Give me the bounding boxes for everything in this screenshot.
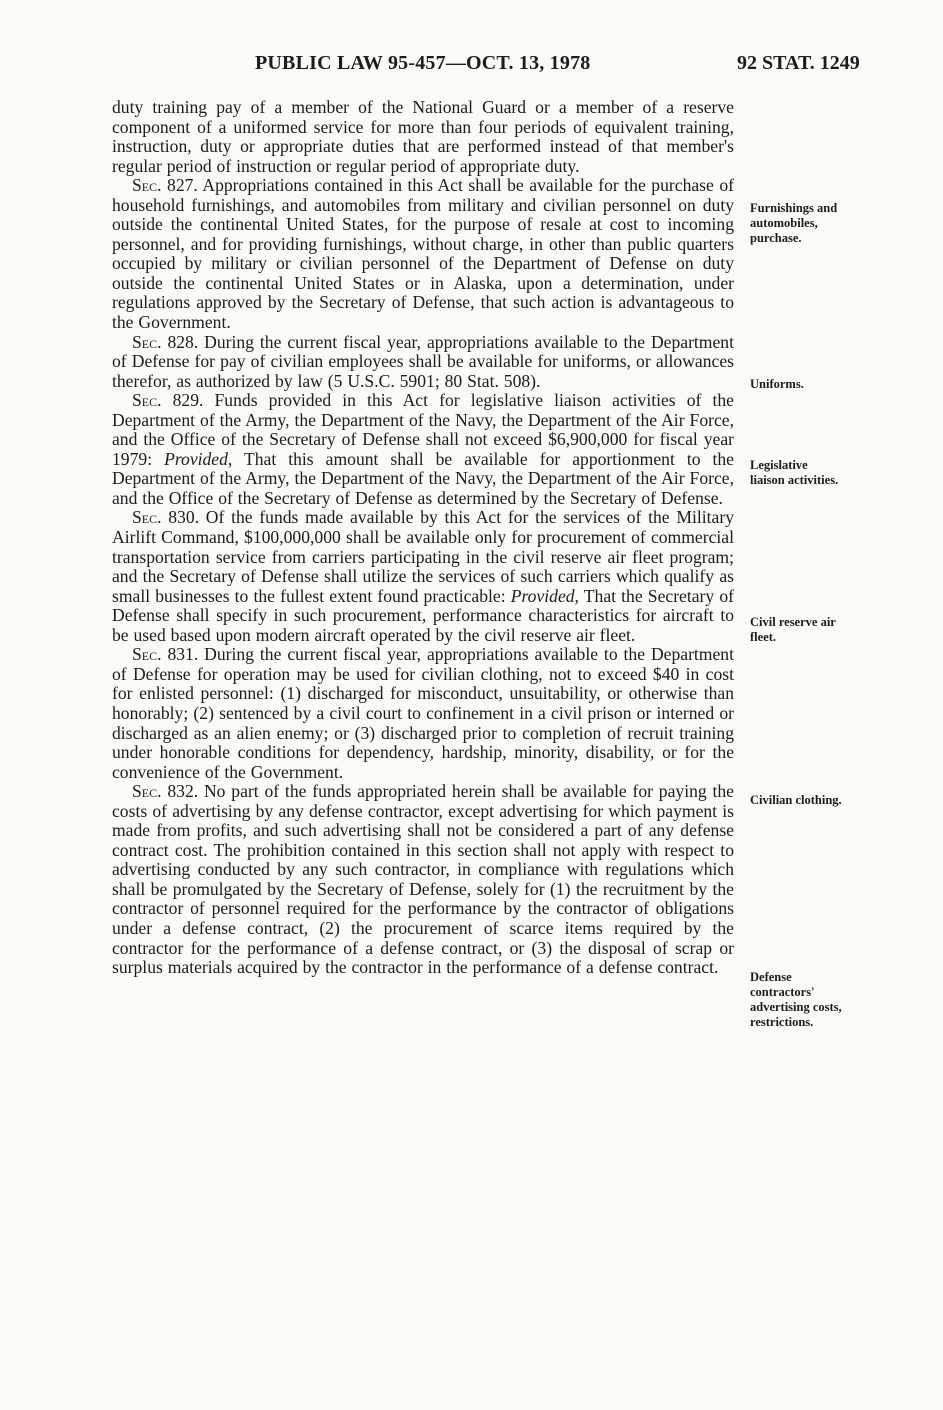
- section-text: 828. During the current fiscal year, appropriations available to the Department of Defense for pay of civilian employees shall be available for uniforms, or allowances therefor, as authorized by law (5 U.S.C. 5901; 80 Stat. 508).: [112, 331, 734, 391]
- section-text-continued: That this amount shall be available for apportionment to the Department of the Army, the Department of the Navy, the Department of the Air Force, and the Office of the Secretary of Defense as determined by the Secretary of Defense.: [112, 448, 734, 508]
- section-829: [112, 391, 734, 508]
- section-label: Sec.: [132, 390, 162, 411]
- margin-note-line: restrictions.: [750, 1015, 814, 1029]
- margin-note-uniforms: [750, 377, 875, 392]
- section-text: 830. Of the funds made available by this Act for the services of the Military Airlift Command, $100,000,000 shall be available only for procurement of commercial transportation service from carriers participating in the civil reserve air fleet program; and the Secretary of Defense shall utilize the services of such carriers which qualify as small businesses to the fullest extent found practicable:: [112, 507, 734, 606]
- margin-note-legislative-liaison: [750, 458, 875, 488]
- page-header: [0, 52, 943, 76]
- section-label: Sec.: [132, 175, 162, 196]
- section-831: [112, 645, 734, 782]
- paragraph-continuation: [112, 98, 734, 176]
- margin-note-line: Defense: [750, 970, 792, 984]
- margin-note-civil-reserve-air-fleet: [750, 615, 875, 645]
- margin-note-line: automobiles,: [750, 216, 818, 230]
- margin-note-line: Furnishings and: [750, 201, 838, 215]
- section-label: Sec.: [132, 507, 162, 528]
- proviso: Provided,: [510, 585, 579, 606]
- margin-note-line: Civil reserve air: [750, 615, 836, 629]
- section-text-continued: That the Secretary of Defense shall specify in such procurement, performance characteristics for aircraft to be used based upon modern aircraft operated by the civil reserve air fleet.: [112, 585, 735, 645]
- section-827: [112, 176, 734, 332]
- paragraph-text: duty training pay of a member of the National Guard or a member of a reserve component of a uniformed service for more than four periods of equivalent training, instruction, duty or appropriate duties that are performed instead of that member's regular period of instruction or regular period of appropriate duty.: [112, 97, 734, 176]
- section-text: 832. No part of the funds appropriated herein shall be available for paying the costs of advertising by any defense contractor, except advertising for which payment is made from profits, and such advertising shall not be considered a part of any defense contract cost. The prohibition contained in this section shall not apply with respect to advertising conducted by any such contractor, in compliance with regulations which shall be promulgated by the Secretary of Defense, solely for (1) the recruitment by the contractor of personnel required for the performance by the contractor of obligations under a defense contract, (2) the procurement of scarce items required by the contractor for the performance of a defense contract, or (3) the disposal of scrap or surplus materials acquired by the contractor in the performance of a defense contract.: [112, 781, 734, 978]
- margin-note-line: liaison activities.: [750, 473, 839, 487]
- section-text: 829. Funds provided in this Act for legislative liaison activities of the Department of the Army, the Department of the Navy, the Department of the Air Force, and the Office of the Secretary of Defense shall not exceed $6,900,000 for fiscal year 1979:: [112, 390, 734, 469]
- margin-note-defense-contractors: [750, 970, 875, 1030]
- running-title: PUBLIC LAW 95-457—OCT. 13, 1978: [255, 52, 591, 74]
- body-text: [112, 98, 734, 978]
- section-label: Sec.: [132, 644, 162, 665]
- section-label: Sec.: [132, 781, 162, 802]
- section-828: [112, 333, 734, 392]
- section-832: [112, 782, 734, 977]
- section-830: [112, 508, 734, 645]
- margin-note-line: Uniforms.: [750, 377, 804, 391]
- margin-note-line: contractors': [750, 985, 815, 999]
- margin-note-furnishings: [750, 201, 875, 246]
- proviso: Provided,: [164, 448, 233, 469]
- margin-note-line: Civilian clothing.: [750, 793, 842, 807]
- margin-note-line: fleet.: [750, 630, 777, 644]
- section-text: 831. During the current fiscal year, appropriations available to the Department of Defense for operation may be used for civilian clothing, not to exceed $40 in cost for enlisted personnel: (1) discharged for misconduct, unsuitability, or otherwise than honorably; (2) sentenced by a civil court to confinement in a civil prison or interned or discharged as an alien enemy; or (3) discharged prior to completion of recruit training under honorable conditions for dependency, hardship, minority, disability, or for the convenience of the Government.: [112, 644, 734, 782]
- margin-note-civilian-clothing: [750, 793, 875, 808]
- margin-note-line: Legislative: [750, 458, 808, 472]
- statute-reference: 92 STAT. 1249: [737, 52, 860, 74]
- section-text: 827. Appropriations contained in this Act shall be available for the purchase of household furnishings, and automobiles from military and civilian personnel on duty outside the continental United States, for the purpose of resale at cost to incoming personnel, and for providing furnishings, without charge, in other than public quarters occupied by military or civilian personnel of the Department of Defense on duty outside the continental United States or in Alaska, upon a determination, under regulations approved by the Secretary of Defense, that such action is advantageous to the Government.: [112, 175, 734, 333]
- margin-note-line: purchase.: [750, 231, 802, 245]
- section-label: Sec.: [132, 331, 162, 352]
- margin-note-line: advertising costs,: [750, 1000, 842, 1014]
